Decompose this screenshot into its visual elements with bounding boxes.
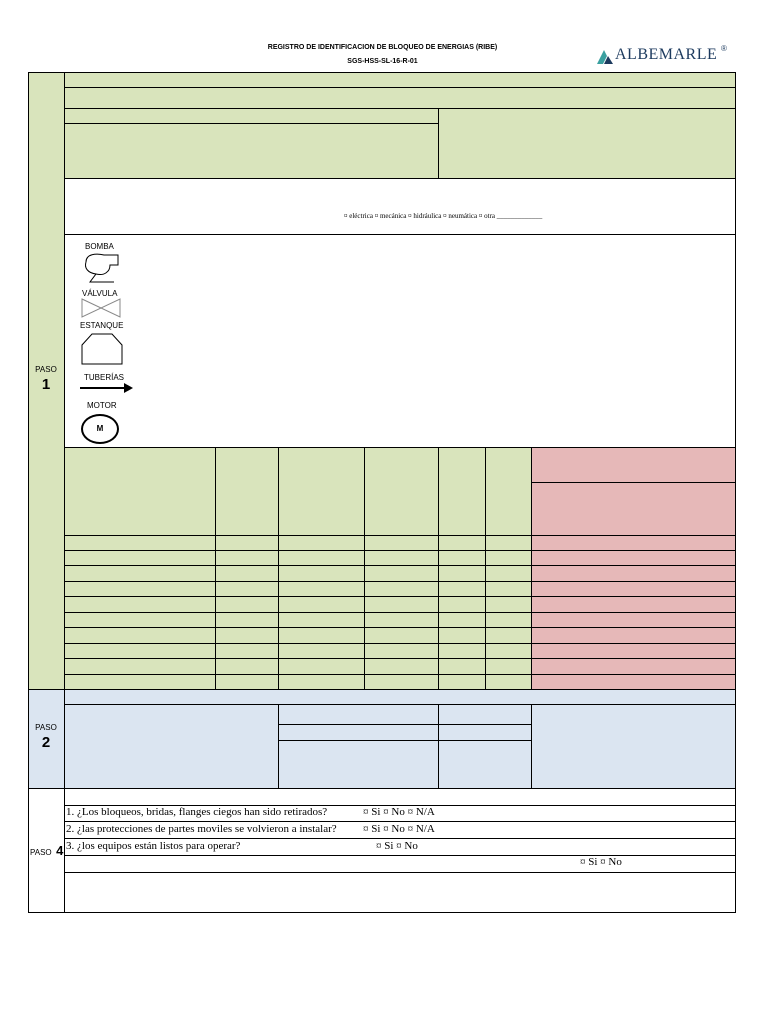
question-3-options[interactable]: ¤ Si ¤ No <box>376 840 418 852</box>
paso4-number: 4 <box>56 843 64 858</box>
paso2-number: 2 <box>41 734 51 751</box>
albemarle-logo <box>597 46 737 68</box>
albemarle-logo-icon <box>597 48 615 64</box>
form-code: SGS-HSS-SL-16-R-01 <box>347 58 418 65</box>
valve-icon <box>81 298 121 318</box>
estanque-label: ESTANQUE <box>80 321 124 330</box>
motor-letter: M <box>96 424 104 433</box>
tuberias-label: TUBERÍAS <box>84 373 125 382</box>
question-2-options[interactable]: ¤ Si ¤ No ¤ N/A <box>363 823 435 835</box>
energy-type-options[interactable]: ¤ eléctrica ¤ mecánica ¤ hidráulica ¤ neumática ¤ otra _____________ <box>344 212 543 220</box>
question-4-options[interactable]: ¤ Si ¤ No <box>580 856 622 868</box>
question-3: 3. ¿los equipos están listos para operar? <box>66 840 241 852</box>
valvula-label: VÁLVULA <box>82 289 118 298</box>
logo-registered-mark: ® <box>721 44 727 53</box>
paso2-label: PASO <box>35 723 57 732</box>
motor-icon <box>81 414 119 444</box>
bomba-label: BOMBA <box>85 242 114 251</box>
form-title: REGISTRO DE IDENTIFICACION DE BLOQUEO DE ENERGIAS (RIBE) <box>267 44 498 51</box>
pipe-arrow-icon <box>80 382 134 394</box>
question-1: 1. ¿Los bloqueos, bridas, flanges ciegos han sido retirados? <box>66 806 328 818</box>
question-1-options[interactable]: ¤ Si ¤ No ¤ N/A <box>363 806 435 818</box>
paso4-label: PASO <box>30 848 52 857</box>
question-2: 2. ¿las protecciones de partes moviles se volvieron a instalar? <box>66 823 337 835</box>
form-frame <box>28 72 736 913</box>
tank-icon <box>81 331 123 365</box>
paso1-label: PASO <box>35 365 57 374</box>
logo-text: ALBEMARLE <box>615 46 718 63</box>
motor-label: MOTOR <box>87 401 117 410</box>
pump-icon <box>80 252 122 284</box>
paso1-number: 1 <box>41 376 51 393</box>
